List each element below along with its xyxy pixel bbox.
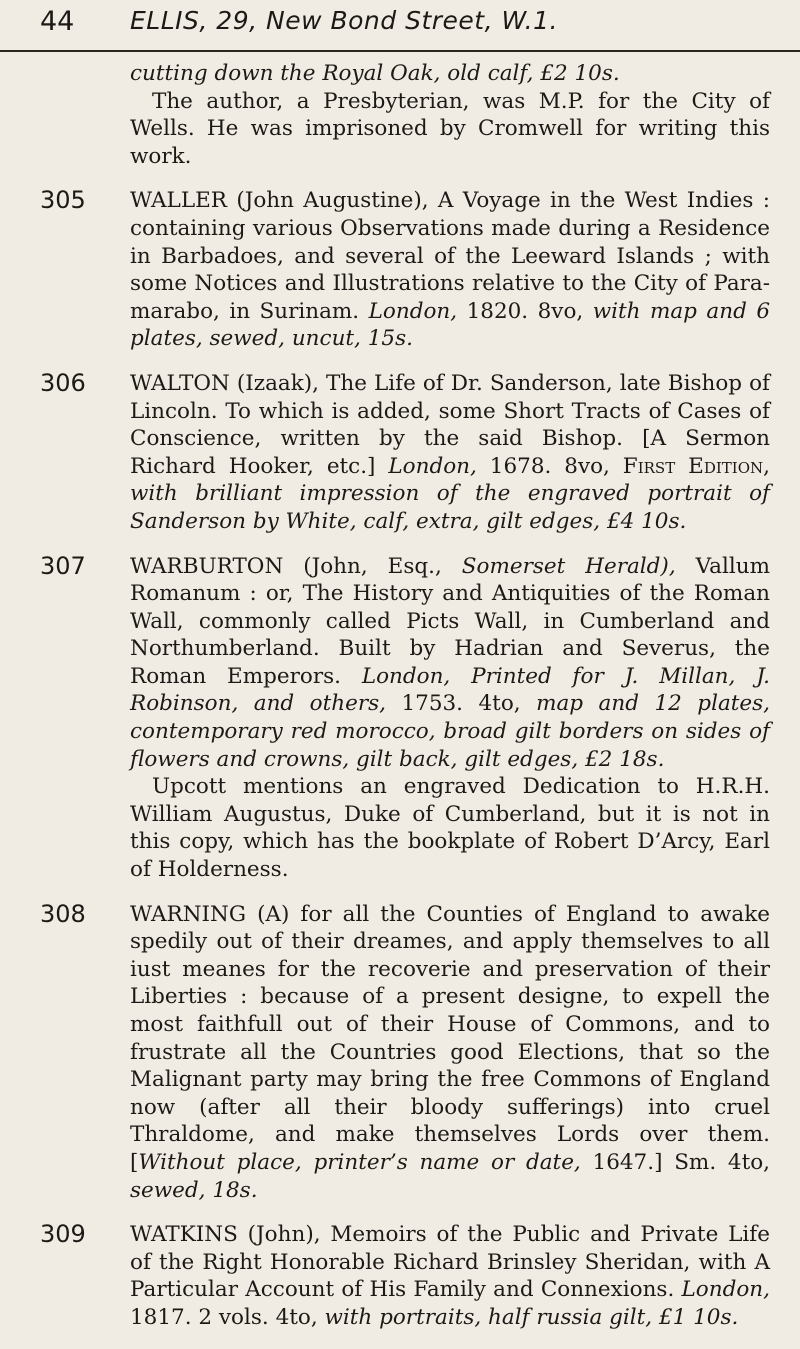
lot-number: 305	[40, 186, 86, 215]
entry-edition: First Edition,	[622, 453, 770, 479]
entry-place: Without place, printer’s name or date,	[138, 1149, 581, 1175]
lot-number: 307	[40, 551, 86, 580]
entry-title: Vallum Romanum : or, The History and Antiquities of the Roman Wall, commonly called Picts Wall, in Cumberland and Northumberland. Built by Hadrian and Severus, the Roman Emperors.	[130, 553, 770, 689]
entry-text	[130, 60, 770, 88]
catalogue-entries	[0, 60, 800, 1349]
lot-number: 309	[40, 1220, 86, 1249]
entry-note: Upcott mentions an engraved Dedication to H.R.H. William Augustus, Duke of Cumberland, but it is not in this copy, which has the bookplate of Robert D’Arcy, Earl of Holderness.	[130, 774, 770, 883]
entry-title: WATKINS (John), Memoirs of the Public and Private Life of the Right Honorable Richard Brinsley Sheridan, with A Particular Account of His Family and Connexions.	[130, 1222, 770, 1303]
entry-text	[130, 187, 770, 353]
entry-text	[130, 370, 770, 536]
entry-text	[130, 1221, 770, 1331]
catalogue-entry-307	[0, 553, 800, 884]
entry-title: WARNING (A) for all the Counties of England to awake spedily out of their dreames, and apply themselves to all iust meanes for the recoverie and preservation of their Liberties : because of a present designe, to expell the most faithfull out of their House of Commons, and to frustrate all the Countries good Elections, that so the Malignant party may bring the free Commons of England now (after all their bloody sufferings) into cruel Thraldome, and make themselves Lords over them. [	[130, 901, 770, 1175]
entry-text	[130, 553, 770, 774]
entry-text	[130, 901, 770, 1205]
entry-title: WALLER (John Augustine), A Voyage in the West Indies : containing various Observations made during a Residence in Barbadoes, and several of the Leeward Islands ; with some Notices and Illustrations relative to the City of Para-marabo, in Surinam.	[130, 188, 770, 324]
entry-place: London, Printed for J. Millan, J. Robinson, and others,	[130, 663, 770, 717]
entry-description: with brilliant impression of the engraved portrait of Sanderson by White, calf, extra, gilt edges, £4 10s.	[130, 481, 770, 534]
header-rule	[0, 50, 800, 52]
catalogue-entry-309	[0, 1221, 800, 1331]
catalogue-entry-308	[0, 901, 800, 1205]
entry-imprint: cutting down the Royal Oak, old calf, £2 10s.	[130, 61, 620, 86]
page-header	[0, 0, 800, 62]
catalogue-entry-continued	[0, 60, 800, 170]
entry-place: London,	[368, 298, 458, 324]
entry-title: WALTON (Izaak), The Life of Dr. Sanderson, late Bishop of Lincoln. To which is added, some Short Tracts of Cases of Conscience, written by the said Bishop. [A Sermon Richard Hooker, etc.]	[130, 370, 770, 479]
entry-author-title: Somerset Herald),	[461, 553, 676, 579]
entry-date: 1678. 8vo,	[476, 453, 623, 479]
running-head: ELLIS, 29, New Bond Street, W.1.	[130, 6, 558, 35]
lot-number: 306	[40, 368, 86, 397]
entry-place: London,	[681, 1277, 770, 1303]
entry-date: 1647.] Sm. 4to,	[580, 1149, 770, 1175]
catalogue-entry-305	[0, 187, 800, 353]
entry-description: with map and 6 plates, sewed, uncut, 15s.	[130, 298, 771, 352]
entry-date: 1753. 4to,	[385, 691, 537, 717]
page-number: 44	[40, 6, 75, 37]
entry-description: sewed, 18s.	[130, 1177, 258, 1203]
entry-description: with portraits, half russia gilt, £1 10s.	[324, 1304, 739, 1330]
entry-date: 1817. 2 vols. 4to,	[130, 1304, 325, 1330]
entry-place: London,	[388, 453, 477, 479]
entry-date: 1820. 8vo,	[457, 298, 593, 324]
catalogue-entry-306	[0, 370, 800, 536]
entry-note: The author, a Presbyterian, was M.P. for the City of Wells. He was imprisoned by Cromwell for writing this work.	[130, 88, 770, 169]
entry-description: map and 12 plates, contemporary red morocco, broad gilt borders on sides of flowers and crowns, gilt back, gilt edges, £2 18s.	[130, 691, 770, 772]
lot-number: 308	[40, 899, 86, 928]
entry-author: WARBURTON (John, Esq.,	[130, 553, 462, 579]
